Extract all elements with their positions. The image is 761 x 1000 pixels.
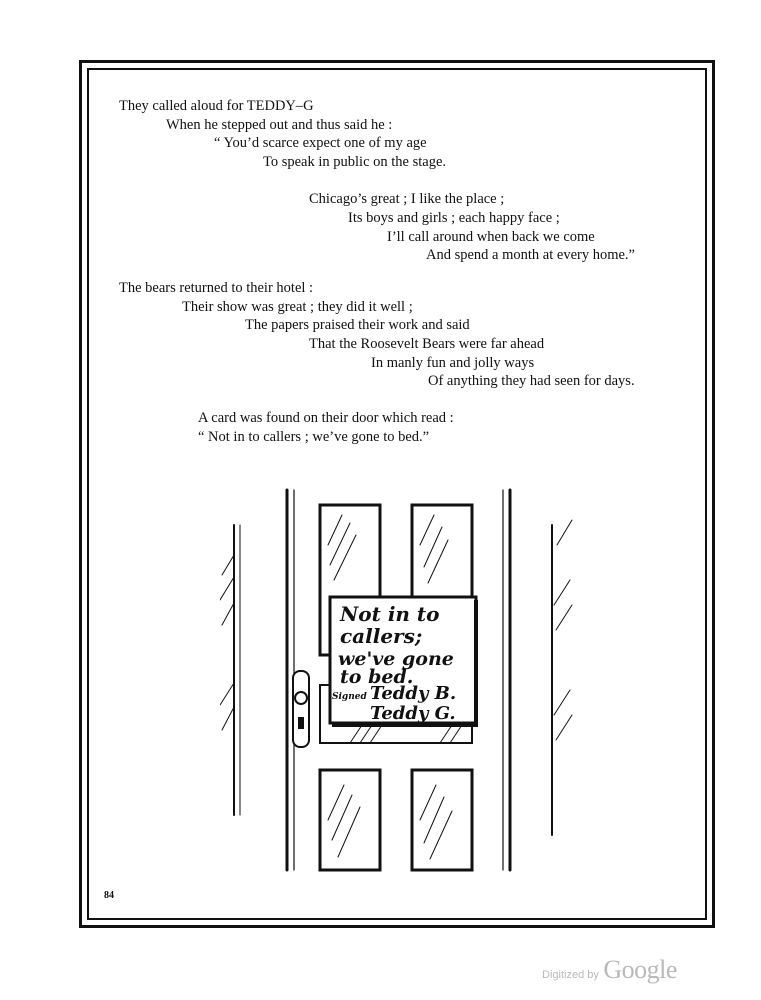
sign-signer-2: Teddy G. (370, 703, 456, 724)
poem-line: The bears returned to their hotel : (119, 280, 314, 296)
poem-line: “ You’d scarce expect one of my age (214, 135, 427, 151)
poem-line: The papers praised their work and said (245, 317, 470, 333)
poem-line: That the Roosevelt Bears were far ahead (309, 336, 545, 352)
poem-line: Its boys and girls ; each happy face ; (348, 210, 560, 226)
door-knob-icon (293, 671, 309, 747)
sign-line-3: we've gone (338, 648, 454, 670)
sign-signed-label: Signed (332, 692, 367, 702)
poem-line: Chicago’s great ; I like the place ; (309, 191, 505, 207)
page-number: 84 (104, 890, 114, 901)
digitized-label: Digitized by (542, 969, 599, 981)
poem-line: “ Not in to callers ; we’ve gone to bed.” (198, 429, 430, 445)
door-illustration (220, 485, 580, 875)
poem-line: A card was found on their door which read : (198, 410, 454, 426)
sign-signer-1: Teddy B. (370, 683, 457, 704)
google-logo: Google (603, 955, 677, 984)
sign-line-2: callers; (340, 624, 423, 648)
sign-line-4: to bed. (340, 666, 414, 688)
sign-line-1: Not in to (340, 602, 440, 626)
digitized-watermark (542, 955, 677, 985)
poem-line: I’ll call around when back we come (387, 229, 595, 245)
poem-line: When he stepped out and thus said he : (166, 117, 393, 133)
poem-line: Of anything they had seen for days. (428, 373, 635, 389)
poem-line: To speak in public on the stage. (263, 154, 447, 170)
poem-line: They called aloud for TEDDY–G (119, 98, 314, 114)
poem-line: In manly fun and jolly ways (371, 355, 535, 371)
poem-line: Their show was great ; they did it well ; (182, 299, 413, 315)
poem-line: And spend a month at every home.” (426, 247, 635, 263)
